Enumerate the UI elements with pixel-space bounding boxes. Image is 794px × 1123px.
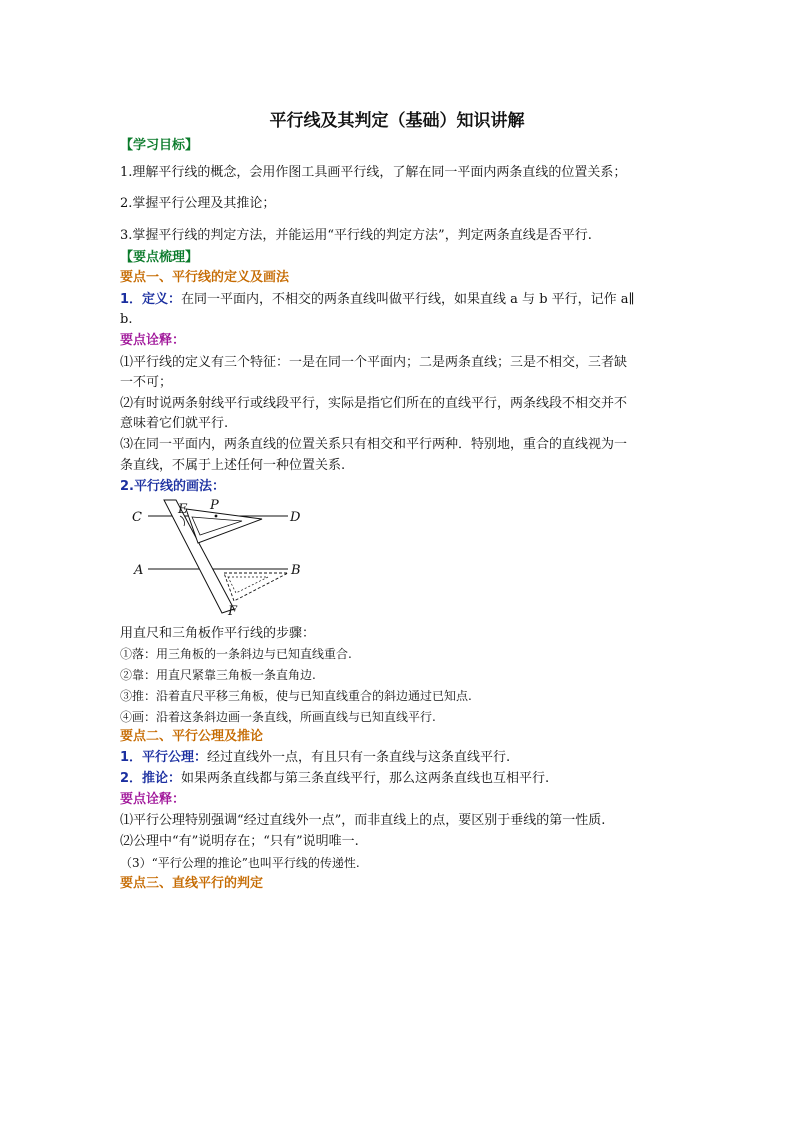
corollary-label: 2．推论： [120, 771, 182, 786]
label-a: A [134, 563, 144, 578]
axiom-line [120, 750, 510, 766]
drawing-heading: 2.平行线的画法： [120, 479, 225, 494]
learning-goal-2: 2.掌握平行公理及其推论； [120, 196, 276, 211]
definition-line-1 [120, 292, 635, 308]
point1-heading: 要点一、平行线的定义及画法 [120, 270, 290, 285]
axiom-text: 经过直线外一点，有且只有一条直线与这条直线平行. [207, 750, 511, 765]
label-p: P [210, 498, 219, 513]
point1-note-2b: 意味着它们就平行. [120, 416, 229, 431]
key-points-heading: 【要点梳理】 [120, 250, 199, 265]
point1-note-1b: 一不可； [120, 375, 173, 390]
label-c: C [132, 510, 142, 525]
label-d: D [290, 510, 301, 525]
definition-line-2: b. [120, 312, 133, 327]
point2-heading: 要点二、平行公理及推论 [120, 729, 264, 744]
step-3: ③推：沿着直尺平移三角板，使与已知直线重合的斜边通过已知点. [120, 689, 472, 703]
step-4: ④画：沿着这条斜边画一条直线，所画直线与已知直线平行. [120, 710, 436, 724]
corollary-line [120, 771, 549, 787]
point1-note-heading: 要点诠释： [120, 333, 186, 348]
point2-note-1: ⑴平行公理特别强调“经过直线外一点”，而非直线上的点，要区别于垂线的第一性质. [120, 813, 606, 828]
step-2: ②靠：用直尺紧靠三角板一条直角边. [120, 668, 316, 682]
point2-note-heading: 要点诠释： [120, 792, 186, 807]
axiom-label: 1．平行公理： [120, 750, 208, 765]
label-e: E [178, 502, 188, 517]
point1-note-1a: ⑴平行线的定义有三个特征：一是在同一个平面内；二是两条直线；三是不相交，三者缺 [120, 355, 628, 370]
label-f: F [228, 604, 238, 619]
definition-text: 在同一平面内，不相交的两条直线叫做平行线，如果直线 a 与 b 平行，记作 a∥ [181, 292, 635, 307]
point-p [215, 515, 218, 518]
definition-label: 1．定义： [120, 292, 182, 307]
page-title: 平行线及其判定（基础）知识讲解 [269, 111, 525, 131]
label-b: B [291, 563, 301, 578]
learning-goal-3: 3.掌握平行线的判定方法，并能运用“平行线的判定方法”，判定两条直线是否平行. [120, 228, 592, 243]
point1-note-2a: ⑵有时说两条射线平行或线段平行，实际是指它们所在的直线平行，两条线段不相交并不 [120, 396, 628, 411]
point1-note-3b: 条直线，不属于上述任何一种位置关系. [120, 458, 346, 473]
point3-heading: 要点三、直线平行的判定 [120, 876, 264, 891]
learning-goal-1: 1.理解平行线的概念，会用作图工具画平行线，了解在同一平面内两条直线的位置关系； [120, 165, 627, 180]
set-square-bottom-inner-dashed [228, 577, 268, 593]
set-square-top [186, 509, 262, 543]
point1-note-3a: ⑶在同一平面内，两条直线的位置关系只有相交和平行两种．特别地，重合的直线视为一 [120, 437, 628, 452]
point2-note-2: ⑵公理中“有”说明存在；“只有”说明唯一. [120, 834, 359, 849]
point2-note-3: （3）“平行公理的推论”也叫平行线的传递性. [120, 856, 360, 870]
parallel-drawing-figure [118, 497, 308, 619]
corollary-text: 如果两条直线都与第三条直线平行，那么这两条直线也互相平行. [181, 771, 550, 786]
learning-goals-heading: 【学习目标】 [120, 138, 199, 153]
step-1: ①落：用三角板的一条斜边与已知直线重合. [120, 647, 352, 661]
steps-intro: 用直尺和三角板作平行线的步骤： [120, 626, 316, 641]
